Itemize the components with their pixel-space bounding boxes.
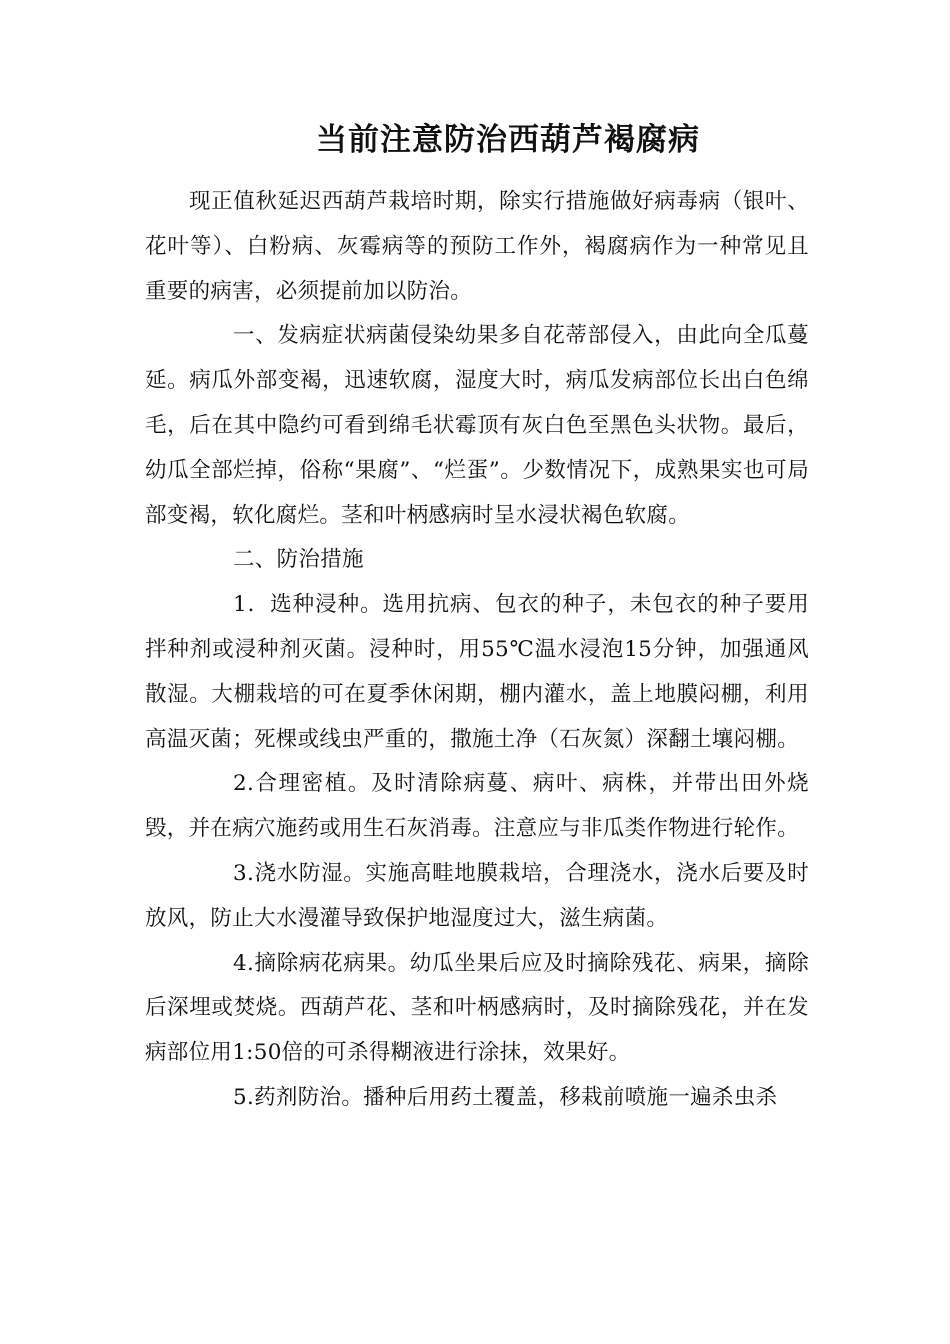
measure-item-1: 1．选种浸种。选用抗病、包衣的种子，未包衣的种子要用拌种剂或浸种剂灭菌。浸种时，用55℃温水浸泡15分钟，加强通风散湿。大棚栽培的可在夏季休闲期，棚内灌水，盖上地膜闷棚，利用高温灭菌；死棵或线虫严重的，撒施土净（石灰氮）深翻土壤闷棚。 (145, 592, 809, 752)
document-body (145, 180, 809, 1121)
measure-item-5: 5.药剂防治。播种后用药土覆盖，移栽前喷施一遍杀虫杀 (233, 1084, 778, 1110)
measure-item-3: 3.浇水防湿。实施高畦地膜栽培，合理浇水，浇水后要及时放风，防止大水漫灌导致保护地湿度过大，滋生病菌。 (145, 860, 809, 931)
measures-heading: 二、防治措施 (233, 547, 364, 573)
measure-item-4: 4.摘除病花病果。幼瓜坐果后应及时摘除残花、病果，摘除后深埋或焚烧。西葫芦花、茎和叶柄感病时，及时摘除残花，并在发病部位用1:50倍的可杀得糊液进行涂抹，效果好。 (145, 950, 809, 1066)
document-title: 当前注意防治西葫芦褐腐病 (316, 122, 700, 158)
measure-item-2: 2.合理密植。及时清除病蔓、病叶、病株，并带出田外烧毁，并在病穴施药或用生石灰消毒。注意应与非瓜类作物进行轮作。 (145, 771, 809, 842)
symptoms-paragraph: 一、发病症状病菌侵染幼果多自花蒂部侵入，由此向全瓜蔓延。病瓜外部变褐，迅速软腐，湿度大时，病瓜发病部位长出白色绵毛，后在其中隐约可看到绵毛状霉顶有灰白色至黑色头状物。最后，幼瓜全部烂掉，俗称“果腐”、“烂蛋”。少数情况下，成熟果实也可局部变褐，软化腐烂。茎和叶柄感病时呈水浸状褐色软腐。 (145, 323, 809, 528)
intro-paragraph: 现正值秋延迟西葫芦栽培时期，除实行措施做好病毒病（银叶、花叶等）、白粉病、灰霉病等的预防工作外，褐腐病作为一种常见且重要的病害，必须提前加以防治。 (145, 189, 809, 304)
